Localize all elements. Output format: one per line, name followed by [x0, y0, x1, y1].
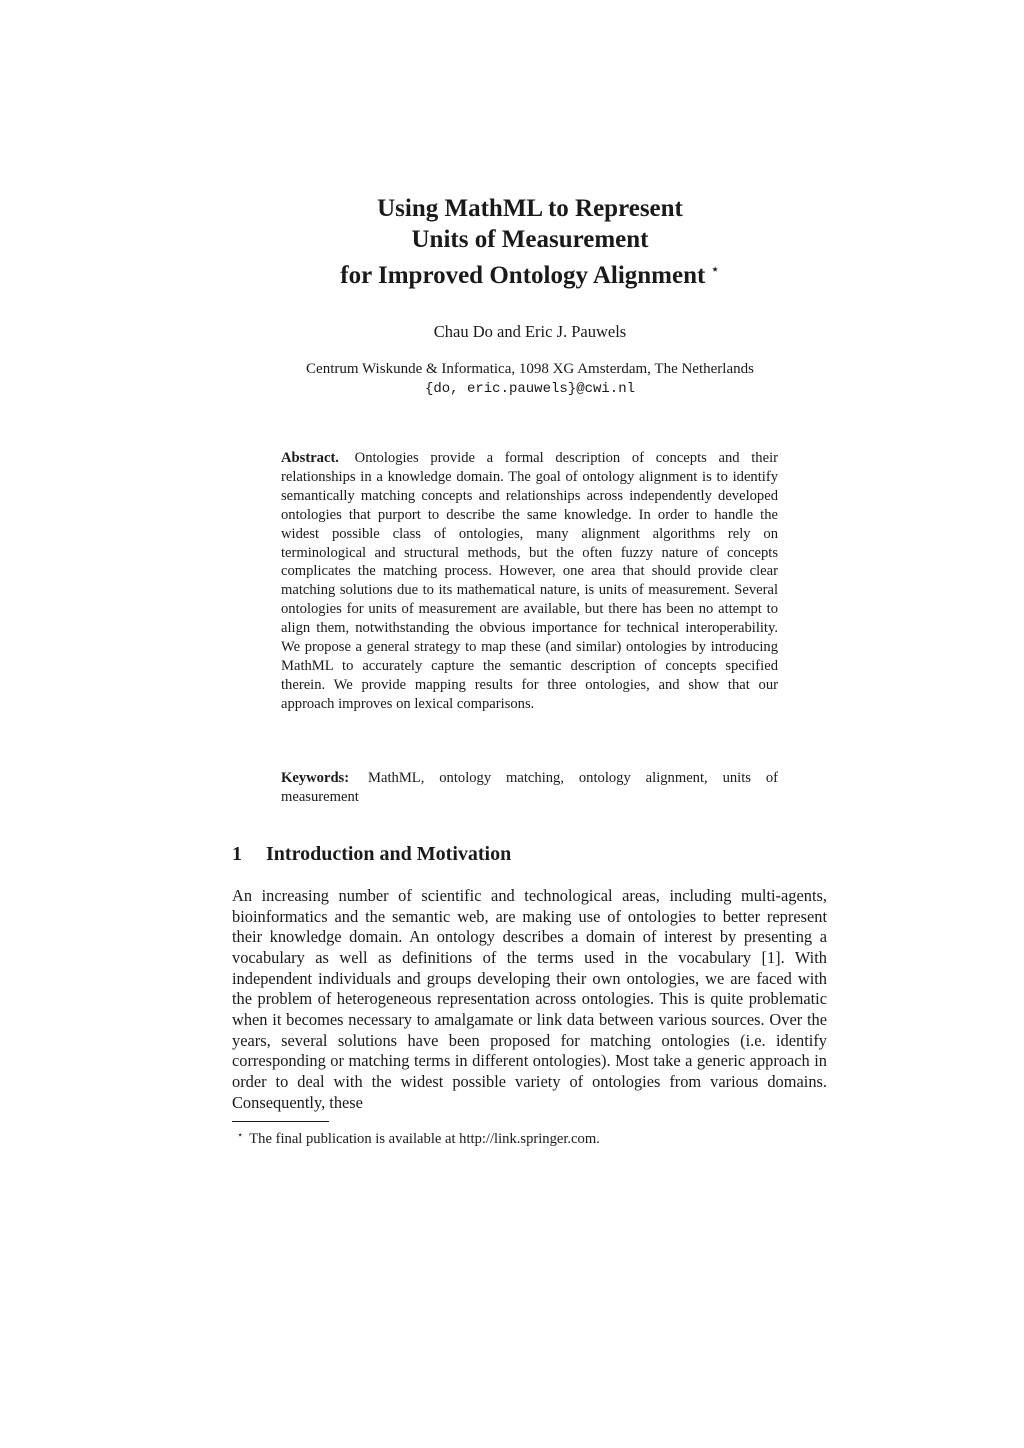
footnote-mark: ⋆: [237, 1130, 244, 1141]
title-line-3-text: for Improved Ontology Alignment: [340, 262, 706, 289]
affiliation: [0, 359, 1024, 399]
affiliation-institution: Centrum Wiskunde & Informatica, 1098 XG Amsterdam, The Netherlands: [306, 361, 754, 377]
paper-title: [0, 193, 1024, 291]
title-footnote-mark: ⋆: [710, 262, 720, 278]
abstract-text: Ontologies provide a formal description of concepts and their relationships in a knowledge domain. The goal of ontology alignment is to identify semantically matching concepts and relationships across independently developed ontologies that purport to describe the same knowledge. In order to handle the widest possible class of ontologies, many alignment algorithms rely on terminological and structural methods, but the often fuzzy nature of concepts complicates the matching process. However, one area that should provide clear matching solutions due to its mathematical nature, is units of measurement. Several ontologies for units of measurement are available, but there has been no attempt to align them, notwithstanding the obvious importance for technical interoperability. We propose a general strategy to map these (and similar) ontologies by introducing MathML to accurately capture the semantic description of concepts specified therein. We provide mapping results for three ontologies, and show that our approach improves on lexical comparisons.: [281, 450, 778, 712]
affiliation-email: {do, eric.pauwels}@cwi.nl: [424, 381, 636, 397]
keywords: [281, 769, 778, 807]
footnote-text: The final publication is available at http://link.springer.com.: [249, 1131, 600, 1147]
keywords-text: MathML, ontology matching, ontology alignment, units of measurement: [281, 770, 778, 805]
author-list: Chau Do and Eric J. Pauwels: [433, 322, 627, 341]
title-line-3: [0, 255, 1024, 291]
footnote: [237, 1126, 600, 1149]
title-line-2: Units of Measurement: [411, 226, 649, 253]
section-title: Introduction and Motivation: [266, 843, 512, 865]
section-heading: [232, 841, 511, 867]
abstract-label: Abstract.: [281, 450, 339, 466]
keywords-label: Keywords:: [281, 770, 350, 786]
section-body: An increasing number of scientific and technological areas, including multi-agents, bioinformatics and the semantic web, are making use of ontologies to better represent their knowledge domain. An ontology describes a domain of interest by presenting a vocabulary as well as definitions of the terms used in the vocabulary [1]. With independent individuals and groups developing their own ontologies, we are faced with the problem of heterogeneous representation across ontologies. This is quite problematic when it becomes necessary to amalgamate or link data between various sources. Over the years, several solutions have been proposed for matching ontologies (i.e. identify corresponding or matching terms in different ontologies). Most take a generic approach in order to deal with the widest possible variety of ontologies from various domains. Consequently, these: [232, 886, 827, 1112]
title-line-1: Using MathML to Represent: [377, 195, 683, 222]
abstract: [281, 449, 778, 714]
section-number: 1: [232, 843, 242, 865]
footnote-rule: [232, 1121, 329, 1122]
